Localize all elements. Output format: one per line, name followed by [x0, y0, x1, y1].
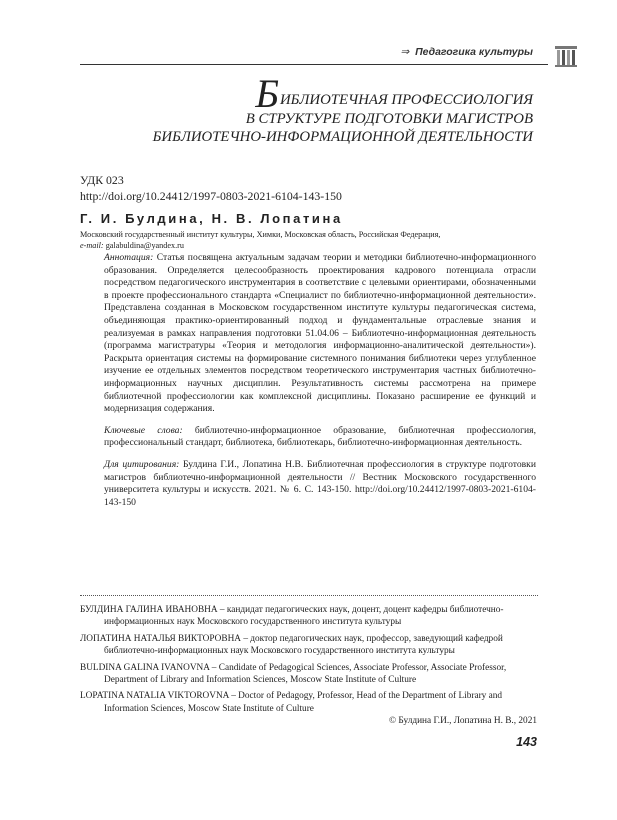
bio-item: LOPATINA NATALIA VIKTOROVNA – Doctor of Pedagogy, Professor, Head of the Department of Library and Information Sciences, Moscow State Institute of Culture: [80, 691, 503, 714]
affiliation-block: [80, 229, 440, 251]
footnote-divider: [80, 595, 538, 596]
page-number: 143: [516, 735, 537, 749]
doi-link[interactable]: http://doi.org/10.24412/1997-0803-2021-6104-143-150: [80, 189, 342, 203]
email-link[interactable]: galabuldina@yandex.ru: [105, 241, 184, 251]
section-name: Педагогика культуры: [415, 46, 533, 58]
title-line-2: В СТРУКТУРЕ ПОДГОТОВКИ МАГИСТРОВ: [245, 110, 533, 127]
abstract-block: [104, 252, 536, 518]
abstract-label: Аннотация:: [104, 252, 154, 263]
abstract: [104, 252, 536, 416]
article-title: [73, 71, 533, 147]
affiliation: Московский государственный институт культуры, Химки, Московская область, Российская Федерация,: [80, 230, 441, 239]
header-rule: [80, 64, 548, 65]
abstract-text: Статья посвящена актуальным задачам теории и методики библиотечно-информационного образования. Определяется целесообразность проектирования кадрового потенциала отрасли посредством педагогического инструментария в соответствие с целевыми ориентирами, обозначенными в проекте профессионального стандарта «Специалист по библиотечно-информационной деятельности». Представлена созданная в Московском государственном институте культуры педагогическая система, объединяющая практико-ориентированный подход и фундаментальные отраслевые знания и реализуемая в рамках направления подготовки 51.04.06 – Библиотечно-информационная деятельность (программа магистратуры «Теория и методология информационно-аналитической деятельности»). Раскрыта ориентация системы на формирование системного понимания библиотеки через углубленное изучение ее отдельных элементов посредством теоретического инструментария частных библиотечно-информационных научных дисциплин. Результативность системы рассмотрена на примере библиотечной профессиологии как комплексной дисциплины. Показано расширение ее функций и модернизация содержания.: [104, 252, 536, 415]
bio-item: ЛОПАТИНА НАТАЛЬЯ ВИКТОРОВНА – доктор педагогических наук, профессор, заведующий кафедрой библиотечно-информационных наук Московского государственного института культуры: [80, 633, 503, 657]
arrow-right-icon: ⇒: [400, 46, 410, 58]
udk-code: УДК 023: [80, 173, 124, 187]
title-line-3: БИБЛИОТЕЧНО-ИНФОРМАЦИОННОЙ ДЕЯТЕЛЬНОСТИ: [152, 129, 533, 145]
title-line-1: ИБЛИОТЕЧНАЯ ПРОФЕССИОЛОГИЯ: [279, 92, 533, 108]
citation-text: Булдина Г.И., Лопатина Н.В. Библиотечная профессиология в структуре подготовки магистров библиотечно-информационной деятельности // Вестник Московского государственного университета культуры и искусств. 2021. № 6. С. 143-150. http://doi.org/10.24412/1997-0803-2021-6104-143-150: [104, 458, 536, 508]
email-label: e-mail:: [80, 241, 104, 251]
citation: [104, 459, 536, 509]
running-header: [400, 46, 533, 58]
authors: Г. И. Булдина, Н. В. Лопатина: [80, 211, 343, 226]
copyright: © Булдина Г.И., Лопатина Н. В., 2021: [388, 716, 537, 726]
title-initial: Б: [255, 71, 279, 116]
keywords-label: Ключевые слова:: [104, 424, 183, 436]
citation-label: Для цитирования:: [104, 458, 180, 470]
bio-item: BULDINA GALINA IVANOVNA – Candidate of Pedagogical Sciences, Associate Professor, Associate Professor, Department of Library and Information Sciences, Moscow State Institute of Culture: [80, 662, 507, 686]
author-bios: [80, 604, 540, 719]
bio-item: БУЛДИНА ГАЛИНА ИВАНОВНА – кандидат педагогических наук, доцент, доцент кафедры библиотечно-информационных наук Московского государственного института культуры: [80, 605, 504, 628]
udk-block: [80, 172, 342, 204]
column-stack-icon: [554, 44, 578, 68]
keywords-text: библиотечно-информационное образование, библиотечная профессиология, профессиональный стандарт, библиотека, библиотекарь, библиотечно-информационная деятельность.: [104, 424, 536, 449]
keywords: [104, 425, 536, 450]
